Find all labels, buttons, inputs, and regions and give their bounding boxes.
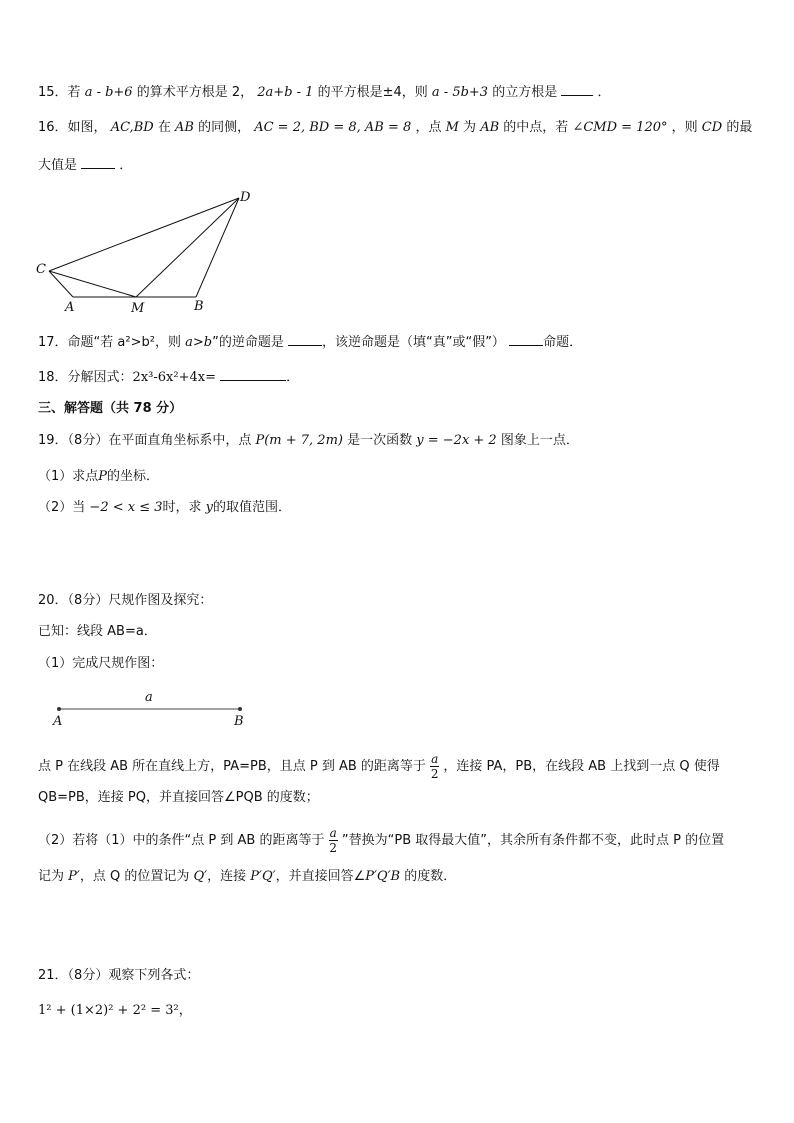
q17-math1: a	[185, 335, 193, 350]
answer-blank	[509, 333, 543, 346]
answer-blank	[288, 333, 322, 346]
question-18	[38, 368, 299, 387]
segment-a-label: a	[145, 690, 153, 705]
question-20: 20．（8分）尺规作图及探究：	[38, 593, 213, 608]
answer-blank	[220, 368, 286, 381]
fraction-denominator: 2	[329, 841, 337, 855]
fraction-denominator: 2	[430, 767, 439, 781]
q20-line3-text2: ”替换为“PB 取得最大值”，其余所有条件都不变，此时点 P 的位置	[341, 833, 725, 848]
q20-line4-text3: ，连接	[207, 869, 247, 884]
q17-text4: ，该逆命题是（填“真”或“假”）	[321, 335, 505, 350]
fraction-numerator: a	[329, 826, 337, 840]
label-C: C	[36, 262, 46, 277]
question-20-line4	[38, 868, 456, 886]
q16-math6: ∠CMD = 120°	[572, 120, 668, 135]
q16-line2-text: 大值是	[38, 158, 78, 173]
question-15	[38, 83, 611, 102]
q19-text3: 图象上一点．	[500, 433, 579, 448]
q15-end: ．	[597, 85, 611, 100]
q16-math2: AB	[174, 120, 194, 135]
endpoint-A	[57, 707, 61, 711]
q16-math3: AC = 2, BD = 8, AB = 8	[254, 120, 412, 135]
question-21-formula	[38, 1002, 192, 1020]
label-D: D	[240, 190, 251, 205]
segment-CD	[49, 198, 239, 271]
q15-text1: 的算术平方根是 2，	[136, 85, 254, 100]
q16-text4: 为	[463, 120, 477, 135]
q16-math1: AC,BD	[110, 120, 154, 135]
q17-text1: 17．命题“若 a²>b²，则	[38, 335, 181, 350]
q20-math-angle: P′Q′B	[365, 869, 401, 884]
q19-text1: 19．（8分）在平面直角坐标系中，点	[38, 433, 252, 448]
q15-expr3: a - 5b+3	[431, 85, 489, 100]
question-20-line1	[38, 752, 720, 781]
segment-A-label: A	[53, 714, 63, 729]
q16-math5: AB	[480, 120, 500, 135]
q20-line1-text2: ，连接 PA，PB，在线段 AB 上找到一点 Q 使得	[443, 759, 720, 774]
q16-figure	[30, 185, 270, 320]
question-21: 21．（8分）观察下列各式：	[38, 968, 200, 983]
q19-p2-text2: 时，求	[162, 500, 202, 515]
q20-math-P-prime: P′	[68, 869, 80, 884]
q16-text5: 的中点，若	[503, 120, 569, 135]
question-20-line2: QB=PB，连接 PQ，并直接回答∠PQB 的度数；	[38, 790, 319, 805]
section-3-heading: 三、解答题（共 78 分）	[38, 401, 183, 416]
q16-text1: 在	[157, 120, 171, 135]
q18-expression: 2x³-6x²+4x=	[132, 370, 216, 385]
q19-function: y = −2x + 2	[416, 433, 497, 448]
label-A: A	[65, 300, 75, 315]
q19-text2: 是一次函数	[347, 433, 413, 448]
q16-end: ．	[119, 158, 133, 173]
fraction-a-over-2	[329, 826, 338, 855]
question-19-part1	[38, 468, 159, 486]
q17-text5: 命题．	[543, 335, 583, 350]
segment-B-label: B	[234, 714, 244, 729]
q19-p1-math: P	[98, 469, 108, 484]
q20-line3-text1: （2）若将（1）中的条件“点 P 到 AB 的距离等于	[38, 833, 325, 848]
q16-text3: ，点	[415, 120, 442, 135]
fraction-numerator: a	[431, 752, 439, 766]
segment-CM	[49, 271, 136, 297]
segment-MD	[136, 198, 239, 297]
q17-text2: >	[192, 335, 204, 350]
question-20-line3	[38, 826, 724, 855]
q17-math2: b	[203, 335, 213, 350]
q16-text6: ，则	[671, 120, 698, 135]
q16-text7: 的最	[726, 120, 753, 135]
q20-line4-text1: 记为	[38, 869, 65, 884]
question-20-part1: （1）完成尺规作图：	[38, 656, 164, 671]
q15-expr2: 2a+b - 1	[257, 85, 314, 100]
q16-number: 16．如图，	[38, 120, 107, 135]
q18-end: ．	[286, 370, 300, 385]
q15-expr1: a - b+6	[84, 85, 133, 100]
answer-blank	[81, 156, 115, 169]
label-B: B	[194, 299, 204, 314]
q21-end: ，	[178, 1003, 192, 1018]
q19-p1-text2: 的坐标．	[107, 469, 160, 484]
q20-math-Q-prime: Q′	[193, 869, 208, 884]
q16-text2: 的同侧，	[198, 120, 251, 135]
q19-p2-text1: （2）当	[38, 500, 86, 515]
question-20-given: 已知：线段 AB=a．	[38, 624, 157, 639]
answer-blank	[561, 83, 593, 96]
question-16-line2	[38, 156, 132, 175]
q15-text3: 的立方根是	[492, 85, 558, 100]
question-19-part2	[38, 499, 291, 517]
q19-p2-y: y	[205, 500, 214, 515]
q16-math4: M	[445, 120, 459, 135]
q16-math7: CD	[701, 120, 723, 135]
q20-line4-text5: 的度数．	[404, 869, 457, 884]
label-M: M	[131, 301, 145, 316]
question-16	[38, 119, 752, 137]
segment-BD	[196, 198, 239, 297]
fraction-a-over-2	[430, 752, 439, 781]
question-19	[38, 432, 579, 450]
q15-number: 15．若	[38, 85, 81, 100]
segment-AB-figure	[48, 686, 258, 730]
q17-text3: ”的逆命题是	[212, 335, 284, 350]
q18-text1: 18．分解因式：	[38, 370, 133, 385]
q20-math-PQ-prime: P′Q′	[250, 869, 276, 884]
question-17	[38, 333, 582, 352]
q20-line4-text2: ，点 Q 的位置记为	[79, 869, 190, 884]
q19-p1-text1: （1）求点	[38, 469, 99, 484]
q20-line4-text4: ，并直接回答∠	[275, 869, 366, 884]
q19-p2-text3: 的取值范围．	[213, 500, 292, 515]
q19-p2-range: −2 < x ≤ 3	[89, 500, 163, 515]
q20-line1-text1: 点 P 在线段 AB 所在直线上方，PA=PB，且点 P 到 AB 的距离等于	[38, 759, 426, 774]
q19-point-P: P(m + 7, 2m)	[255, 433, 343, 448]
q21-formula-text: 1² + (1×2)² + 2² = 3²	[38, 1003, 179, 1018]
endpoint-B	[238, 707, 242, 711]
q15-text2: 的平方根是±4，则	[317, 85, 428, 100]
